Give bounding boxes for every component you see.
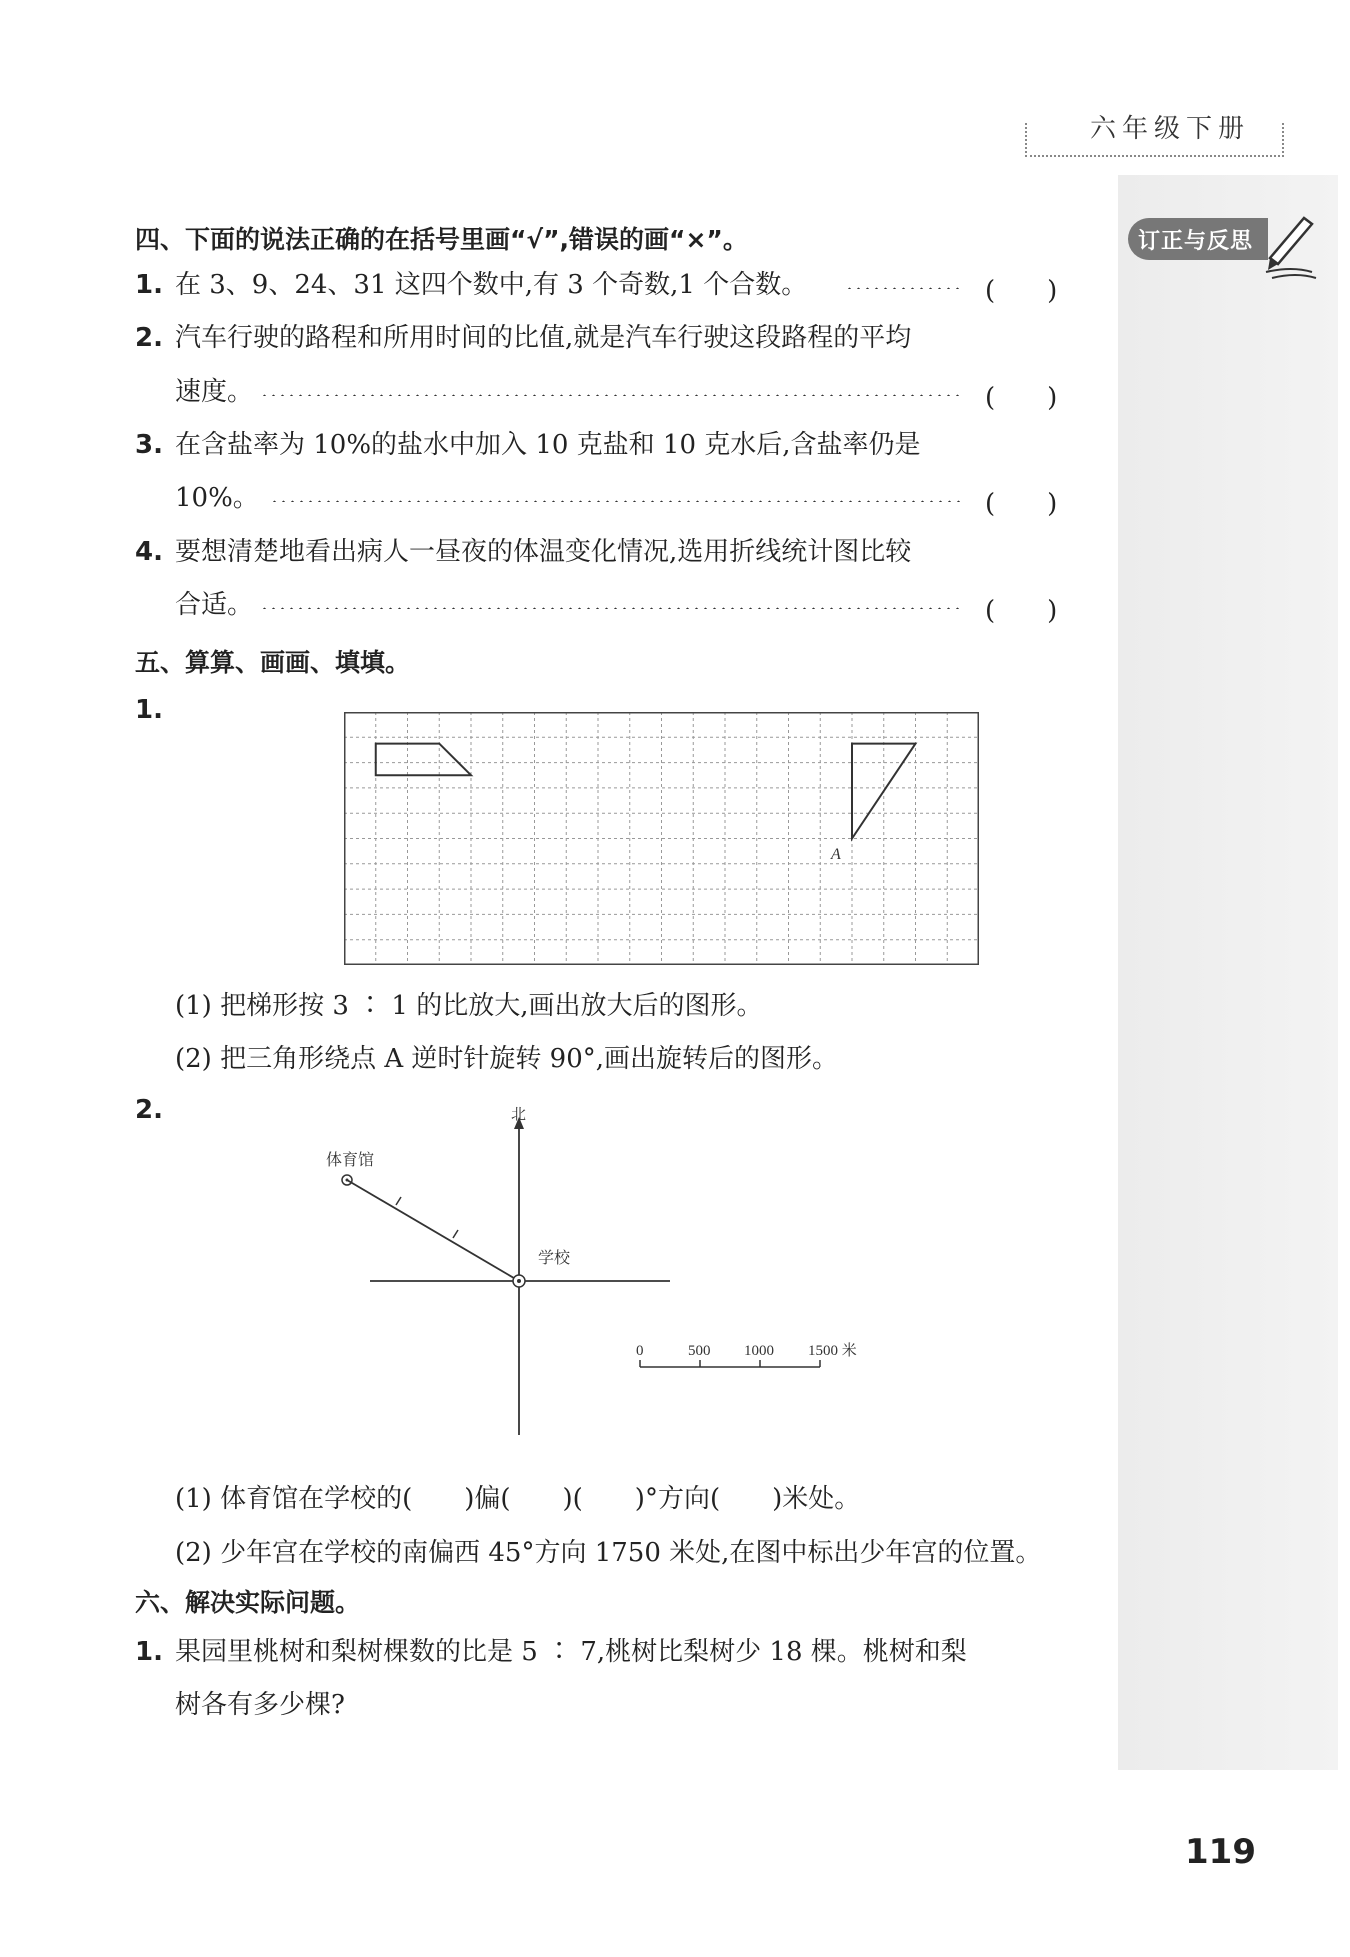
scale-label-1500: 1500 米: [808, 1343, 857, 1359]
reflect-label: 订正与反思: [1138, 228, 1254, 254]
q5-2-number: 2.: [135, 1095, 163, 1125]
section-6-title: 六、解决实际问题。: [135, 1588, 361, 1617]
item-3-answer-bracket[interactable]: ( ): [985, 489, 1058, 519]
q5-2-sub1: (1) 体育馆在学校的( )偏( )( )°方向( )米处。: [175, 1484, 861, 1514]
grid-lines: [344, 712, 979, 965]
item-4-text-line1: 要想清楚地看出病人一昼夜的体温变化情况,选用折线统计图比较: [175, 537, 912, 567]
scale-tick-2: [453, 1230, 458, 1238]
item-1-number: 1.: [135, 270, 163, 300]
gym-direction-line: [347, 1180, 519, 1281]
q5-1-sub1: (1) 把梯形按 3 ∶ 1 的比放大,画出放大后的图形。: [175, 991, 763, 1021]
section-4-title: 四、下面的说法正确的在括号里画“√”,错误的画“×”。: [135, 225, 748, 254]
item-4-answer-bracket[interactable]: ( ): [985, 596, 1058, 626]
q6-1-text-line2: 树各有多少棵?: [175, 1690, 345, 1720]
item-1-text: 在 3、9、24、31 这四个数中,有 3 个奇数,1 个合数。: [175, 270, 808, 300]
item-3-text-line2: 10%。: [175, 483, 259, 513]
q6-1-text-line1: 果园里桃树和梨树棵数的比是 5 ∶ 7,桃树比梨树少 18 棵。桃树和梨: [175, 1637, 967, 1667]
item-4-leader-dots: [260, 607, 965, 609]
school-label: 学校: [538, 1248, 571, 1267]
scale-label-500: 500: [688, 1343, 711, 1359]
triangle-outline: [852, 744, 916, 839]
page-number: 119: [1185, 1832, 1256, 1872]
direction-map[interactable]: [320, 1105, 880, 1445]
section-5-title: 五、算算、画画、填填。: [135, 648, 411, 677]
grade-label: 六年级下册: [1090, 114, 1251, 144]
reflect-tag: [1128, 218, 1268, 260]
item-2-answer-bracket[interactable]: ( ): [985, 383, 1058, 413]
q5-2-sub2: (2) 少年宫在学校的南偏西 45°方向 1750 米处,在图中标出少年宫的位置。: [175, 1538, 1042, 1568]
reflection-margin: [1118, 175, 1338, 1770]
gym-marker-dot: [346, 1179, 349, 1182]
trapezoid-outline: [376, 744, 471, 776]
drawing-grid[interactable]: [344, 712, 979, 965]
scale-label-0: 0: [636, 1343, 644, 1359]
scale-tick-1: [396, 1197, 401, 1205]
north-label: 北: [511, 1105, 527, 1123]
item-1-leader-dots: [845, 287, 965, 289]
item-2-text-line2: 速度。: [175, 377, 254, 407]
school-marker-dot: [517, 1279, 521, 1283]
gym-label: 体育馆: [326, 1150, 375, 1169]
item-3-leader-dots: [270, 500, 965, 502]
item-4-text-line2: 合适。: [175, 590, 254, 620]
q5-1-sub2: (2) 把三角形绕点 A 逆时针旋转 90°,画出旋转后的图形。: [175, 1044, 839, 1074]
item-3-number: 3.: [135, 430, 163, 460]
item-2-number: 2.: [135, 323, 163, 353]
item-2-text-line1: 汽车行驶的路程和所用时间的比值,就是汽车行驶这段路程的平均: [175, 323, 912, 353]
item-2-leader-dots: [260, 394, 965, 396]
scale-bar: [640, 1360, 820, 1367]
item-4-number: 4.: [135, 537, 163, 567]
item-3-text-line1: 在含盐率为 10%的盐水中加入 10 克盐和 10 克水后,含盐率仍是: [175, 430, 921, 460]
point-a-label: A: [831, 846, 841, 863]
pen-icon: [1262, 210, 1322, 285]
q5-1-number: 1.: [135, 695, 163, 725]
item-1-answer-bracket[interactable]: ( ): [985, 276, 1058, 306]
trapezoid-shape: [376, 744, 471, 776]
q6-1-number: 1.: [135, 1637, 163, 1667]
scale-label-1000: 1000: [744, 1343, 774, 1359]
